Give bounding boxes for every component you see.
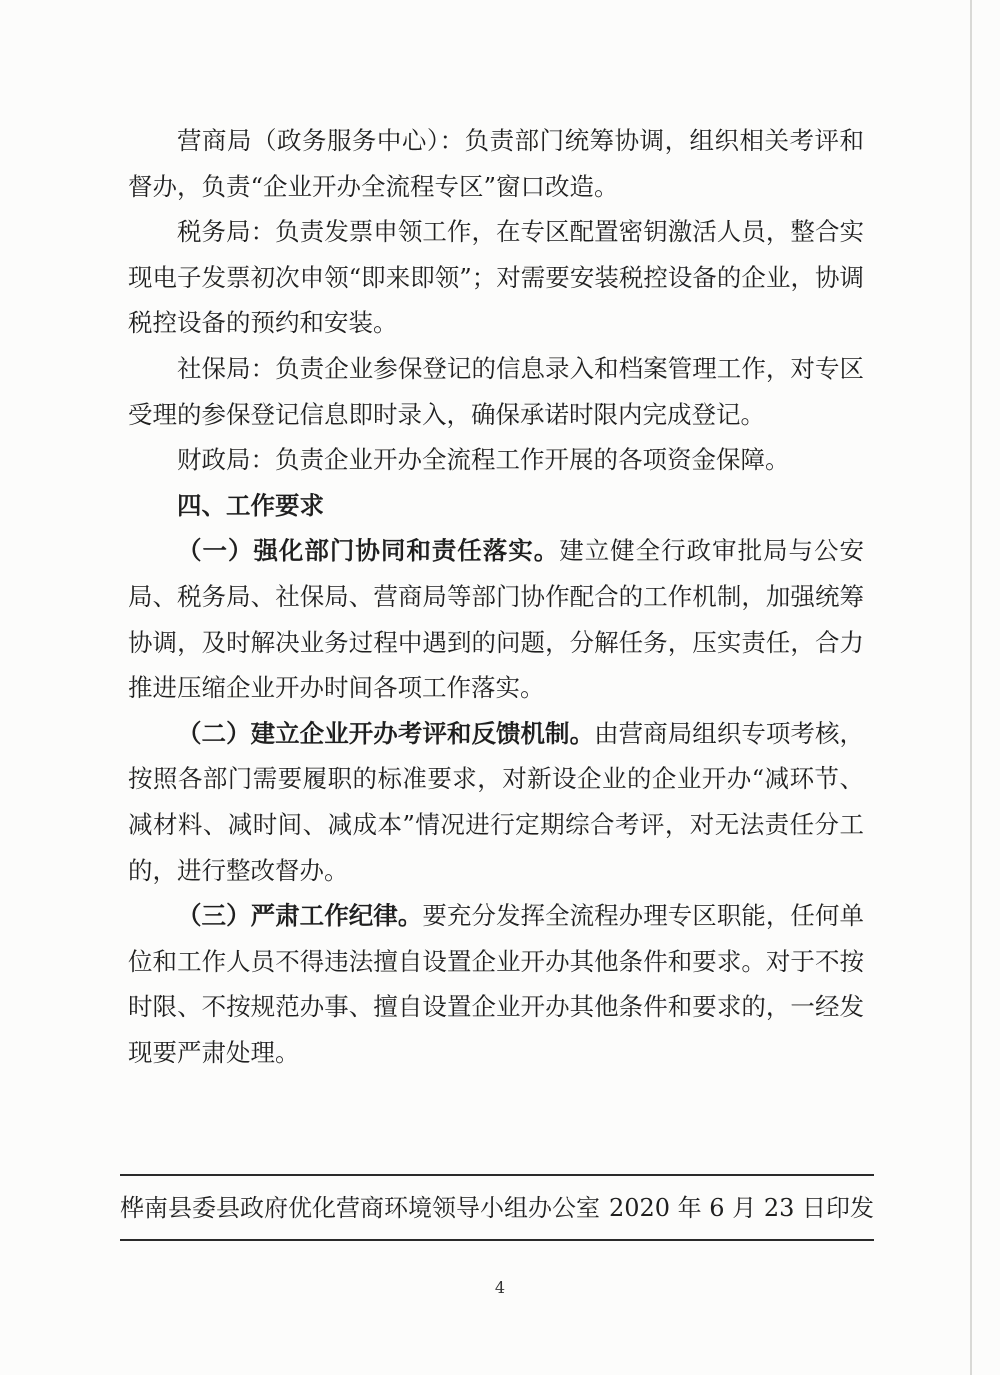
- paragraph-finance-bureau: 财政局：负责企业开办全流程工作开展的各项资金保障。: [177, 445, 790, 475]
- paragraph-business-bureau: 营商局（政务服务中心）：负责部门统筹协调，组织相关考评和督办，负责“企业开办全流程专区”窗口改造。: [128, 126, 864, 201]
- document-body: [128, 118, 864, 1075]
- paragraph-social-security-bureau: 社保局：负责企业参保登记的信息录入和档案管理工作，对专区受理的参保登记信息即时录入，确保承诺时限内完成登记。: [128, 353, 864, 429]
- requirement-2-text: 由营商局组织专项考核，按照各部门需要履职的标准要求，对新设企业的企业开办“减环节、减材料、减时间、减成本”情况进行定期综合考评，对无法责任分工的，进行整改督办。: [128, 718, 865, 885]
- section-heading: 四、工作要求: [177, 490, 324, 520]
- requirement-3: [128, 893, 864, 1075]
- requirement-1-text: 建立健全行政审批局与公安局、税务局、社保局、营商局等部门协作配合的工作机制，加强统筹协调，及时解决业务过程中遇到的问题，分解任务，压实责任，合力推进压缩企业开办时间各项工作落实。: [128, 536, 865, 703]
- page-edge: [970, 0, 972, 1375]
- footer-date: 2020 年 6 月 23 日印发: [608, 1194, 874, 1222]
- requirement-2: [128, 711, 864, 893]
- requirement-1: [128, 528, 864, 710]
- requirement-2-lead: （二）建立企业开办考评和反馈机制。: [177, 718, 595, 748]
- footer-issuer: 桦南县委县政府优化营商环境领导小组办公室: [120, 1194, 600, 1222]
- requirement-3-lead: （三）严肃工作纪律。: [177, 901, 423, 931]
- footer-rule-top: [120, 1174, 874, 1176]
- footer-rule-bottom: [120, 1239, 874, 1241]
- page-number: 4: [494, 1278, 506, 1297]
- requirement-3-text: 要充分发挥全流程办理专区职能，任何单位和工作人员不得违法擅自设置企业开办其他条件和要求。对于不按时限、不按规范办事、擅自设置企业开办其他条件和要求的，一经发现要严肃处理。: [128, 901, 865, 1067]
- paragraph-tax-bureau: 税务局：负责发票申领工作，在专区配置密钥激活人员，整合实现电子发票初次申领“即来即领”；对需要安装税控设备的企业，协调税控设备的预约和安装。: [128, 217, 864, 338]
- footer: [120, 1188, 874, 1228]
- requirement-1-lead: （一）强化部门协同和责任落实。: [177, 536, 560, 566]
